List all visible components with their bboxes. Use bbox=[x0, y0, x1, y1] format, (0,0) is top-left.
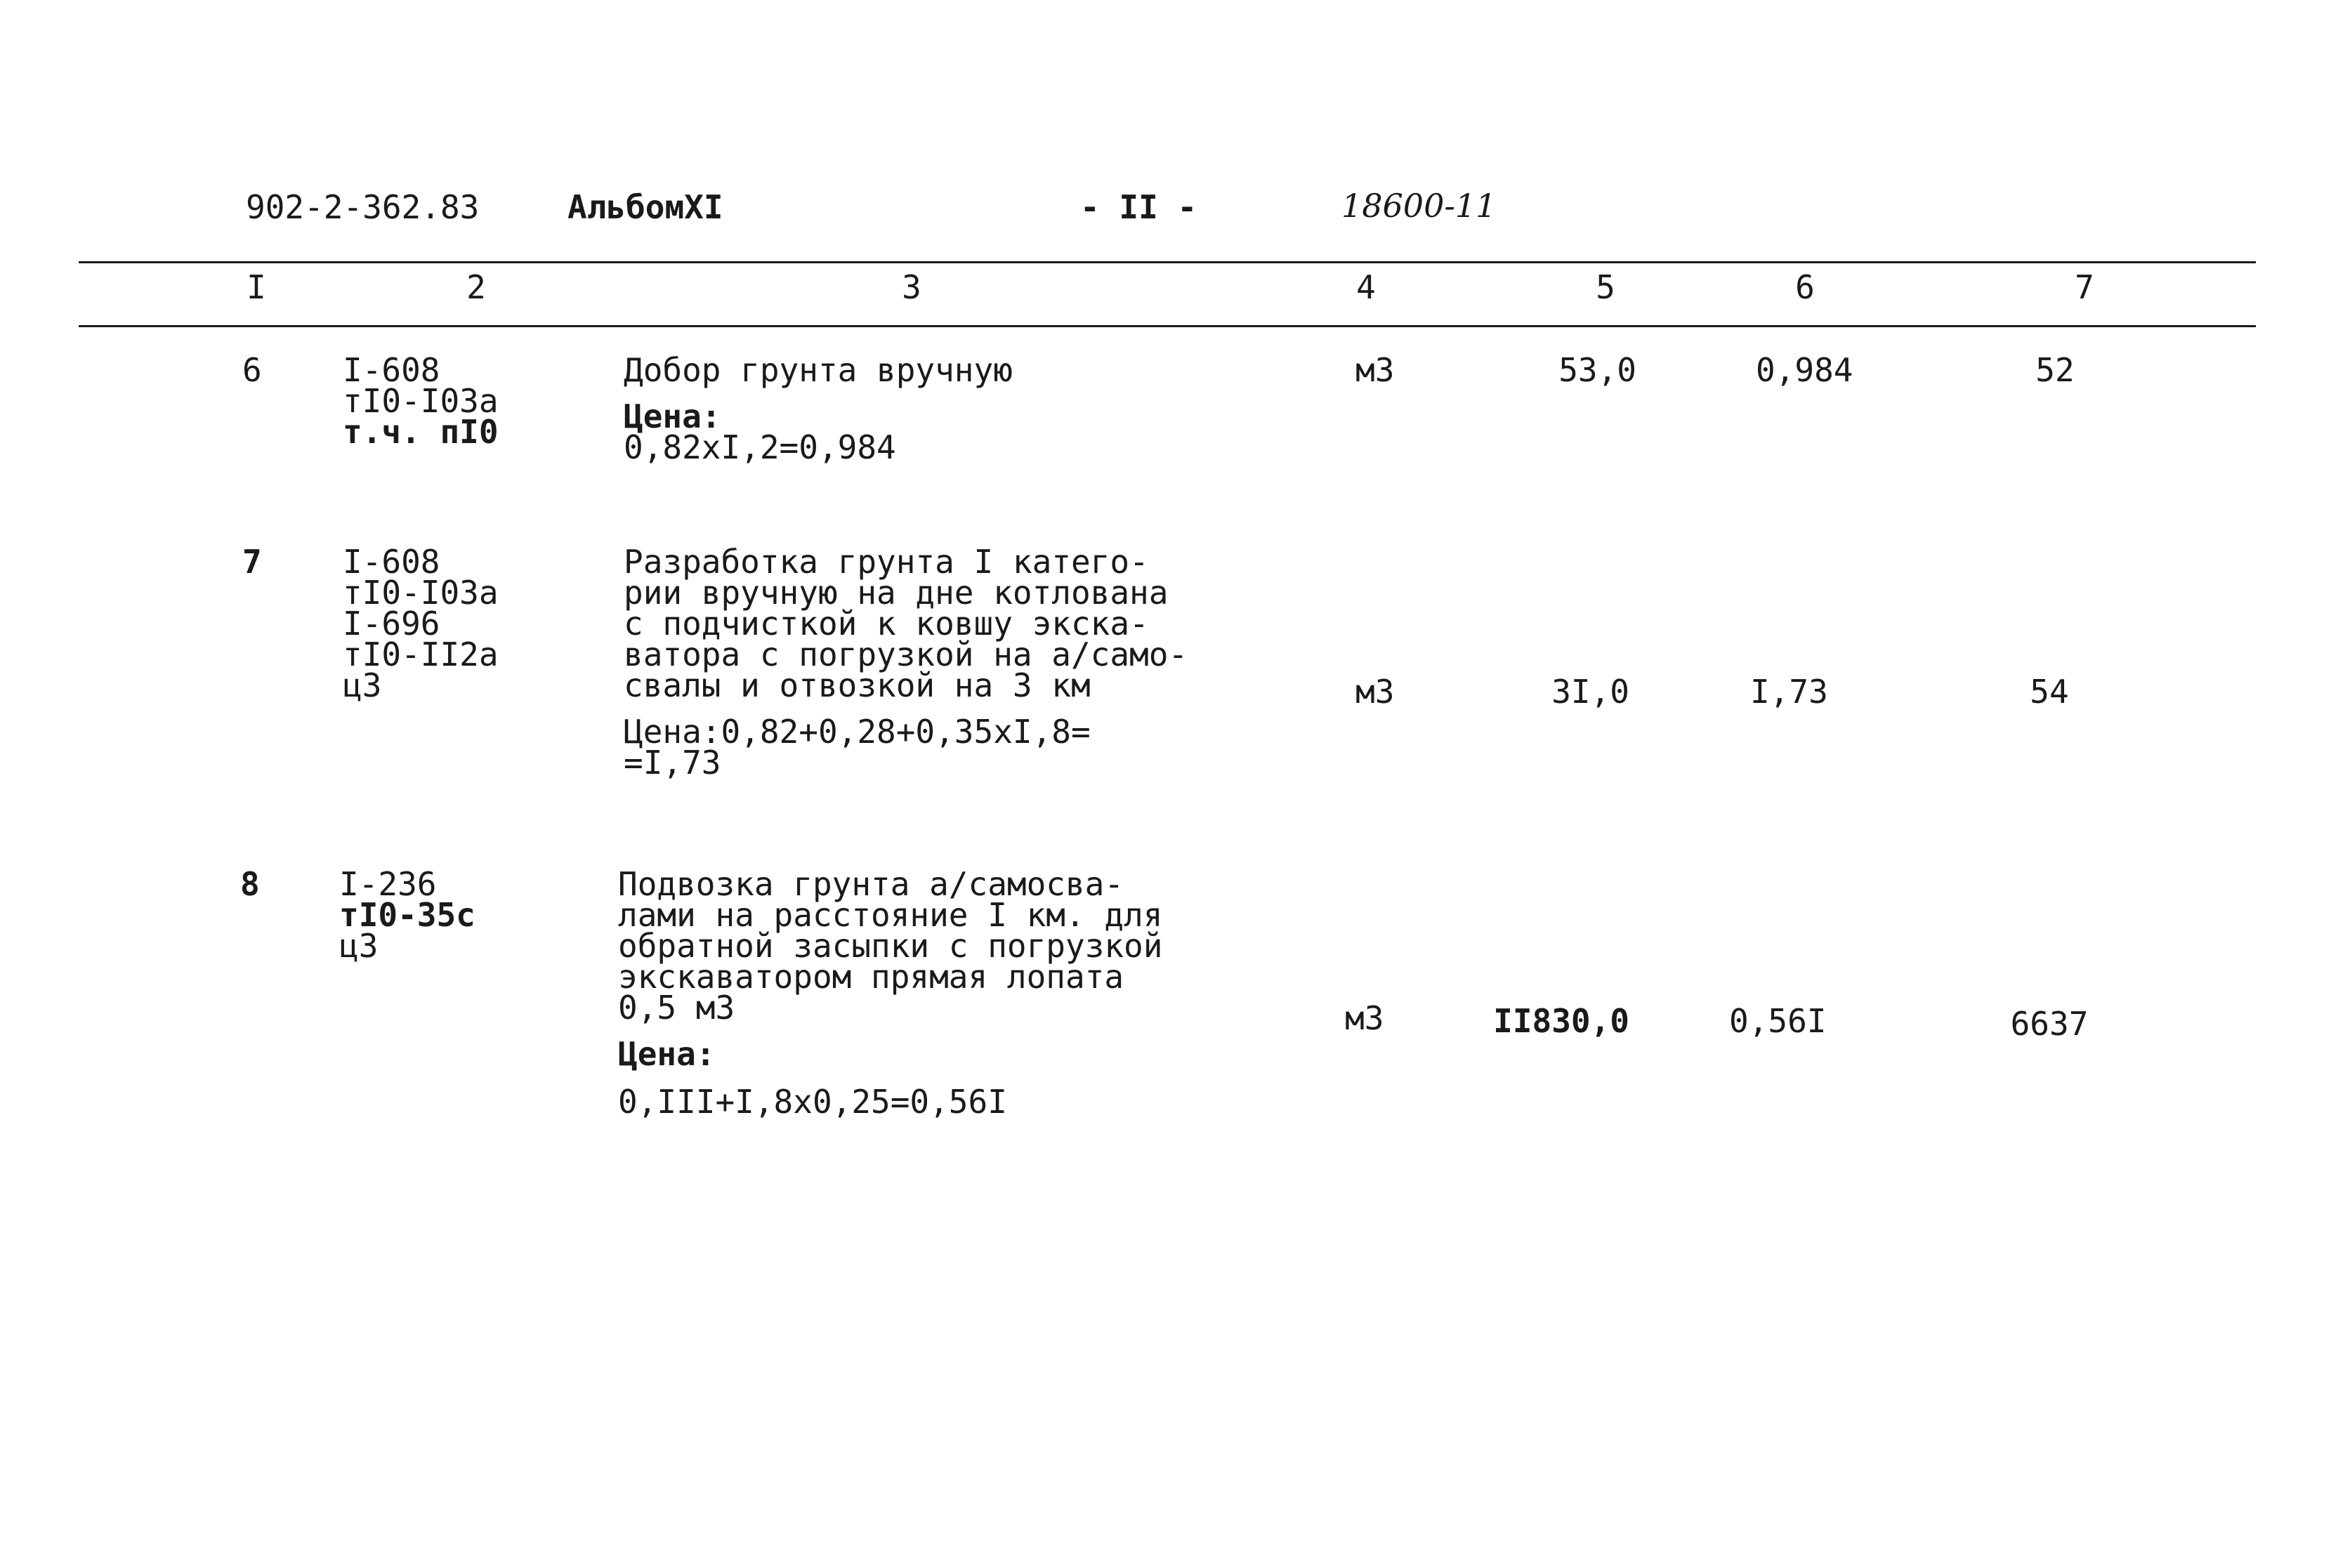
column-number-2: 2 bbox=[466, 268, 486, 306]
reference-line: тI0-I03a bbox=[343, 574, 499, 612]
column-number-3: 3 bbox=[902, 268, 921, 306]
column-number-7: 7 bbox=[2075, 268, 2094, 306]
price-line: 0,82xI,2=0,984 bbox=[624, 428, 896, 466]
row-unit: м3 bbox=[1355, 673, 1395, 711]
column-number-4: 4 bbox=[1356, 268, 1376, 306]
row-number: 8 bbox=[240, 865, 260, 903]
table-header-rule bbox=[79, 325, 2256, 327]
column-number-1: I bbox=[247, 268, 266, 306]
reference-line: I-696 bbox=[343, 605, 440, 643]
row-quantity: 53,0 bbox=[1558, 351, 1636, 389]
album-label: АльбомXI bbox=[567, 188, 723, 226]
page-number: - II - bbox=[1080, 188, 1197, 226]
reference-line: I-608 bbox=[343, 543, 440, 581]
price-line: =I,73 bbox=[624, 744, 721, 782]
reference-line: тI0-II2a bbox=[343, 635, 499, 673]
reference-line: I-236 bbox=[339, 865, 437, 903]
handwritten-note: 18600-11 bbox=[1341, 187, 1497, 225]
row-total: 6637 bbox=[2010, 1005, 2089, 1043]
description-line: Добор грунта вручную bbox=[624, 351, 1013, 389]
reference-line: I-608 bbox=[343, 351, 440, 389]
reference-line: ц3 bbox=[339, 927, 379, 965]
description-line: Подвозка грунта а/самосва- bbox=[618, 865, 1124, 903]
column-number-6: 6 bbox=[1795, 268, 1815, 306]
row-quantity: II830,0 bbox=[1493, 1002, 1629, 1040]
row-number: 6 bbox=[242, 351, 262, 389]
price-line: 0,III+I,8x0,25=0,56I bbox=[618, 1083, 1007, 1121]
price-line: Цена:0,82+0,28+0,35xI,8= bbox=[624, 713, 1091, 751]
reference-line: тI0-I03a bbox=[343, 382, 499, 420]
description-line: 0,5 м3 bbox=[618, 989, 735, 1027]
row-unit-price: I,73 bbox=[1750, 673, 1828, 711]
reference-line: т.ч. пI0 bbox=[343, 413, 499, 451]
row-unit-price: 0,56I bbox=[1729, 1002, 1827, 1040]
description-line: рии вручную на дне котлована bbox=[624, 574, 1169, 612]
description-line: свалы и отвозкой на 3 км bbox=[624, 666, 1091, 704]
row-number: 7 bbox=[242, 543, 262, 581]
row-unit: м3 bbox=[1345, 999, 1384, 1037]
price-line: Цена: bbox=[624, 397, 721, 435]
reference-line: тI0-35c bbox=[339, 896, 475, 934]
row-description bbox=[624, 543, 1228, 782]
row-unit: м3 bbox=[1355, 351, 1395, 389]
column-number-5: 5 bbox=[1596, 268, 1615, 306]
description-line: экскаватором прямая лопата bbox=[618, 958, 1124, 996]
table-top-rule bbox=[79, 261, 2256, 263]
row-description bbox=[618, 865, 1222, 1121]
document-code: 902-2-362.83 bbox=[246, 188, 480, 226]
price-calculation bbox=[624, 397, 1228, 466]
row-total: 54 bbox=[2030, 673, 2069, 711]
reference-line: ц3 bbox=[343, 666, 382, 704]
row-reference bbox=[343, 543, 567, 704]
row-quantity: 3I,0 bbox=[1551, 673, 1629, 711]
price-calculation bbox=[618, 1035, 1222, 1121]
description-line: с подчисткой к ковшу экска- bbox=[624, 605, 1149, 643]
row-reference bbox=[339, 865, 564, 965]
description-line: Разработка грунта I катего- bbox=[624, 543, 1149, 581]
row-unit-price: 0,984 bbox=[1756, 351, 1853, 389]
row-reference bbox=[343, 351, 567, 451]
price-line: Цена: bbox=[618, 1035, 716, 1073]
row-description bbox=[624, 351, 1228, 466]
description-line: ватора с погрузкой на а/само- bbox=[624, 635, 1188, 673]
price-calculation bbox=[624, 713, 1228, 782]
description-line: обратной засыпки с погрузкой bbox=[618, 927, 1163, 965]
description-line: лами на расстояние I км. для bbox=[618, 896, 1163, 934]
row-total: 52 bbox=[2035, 351, 2075, 389]
